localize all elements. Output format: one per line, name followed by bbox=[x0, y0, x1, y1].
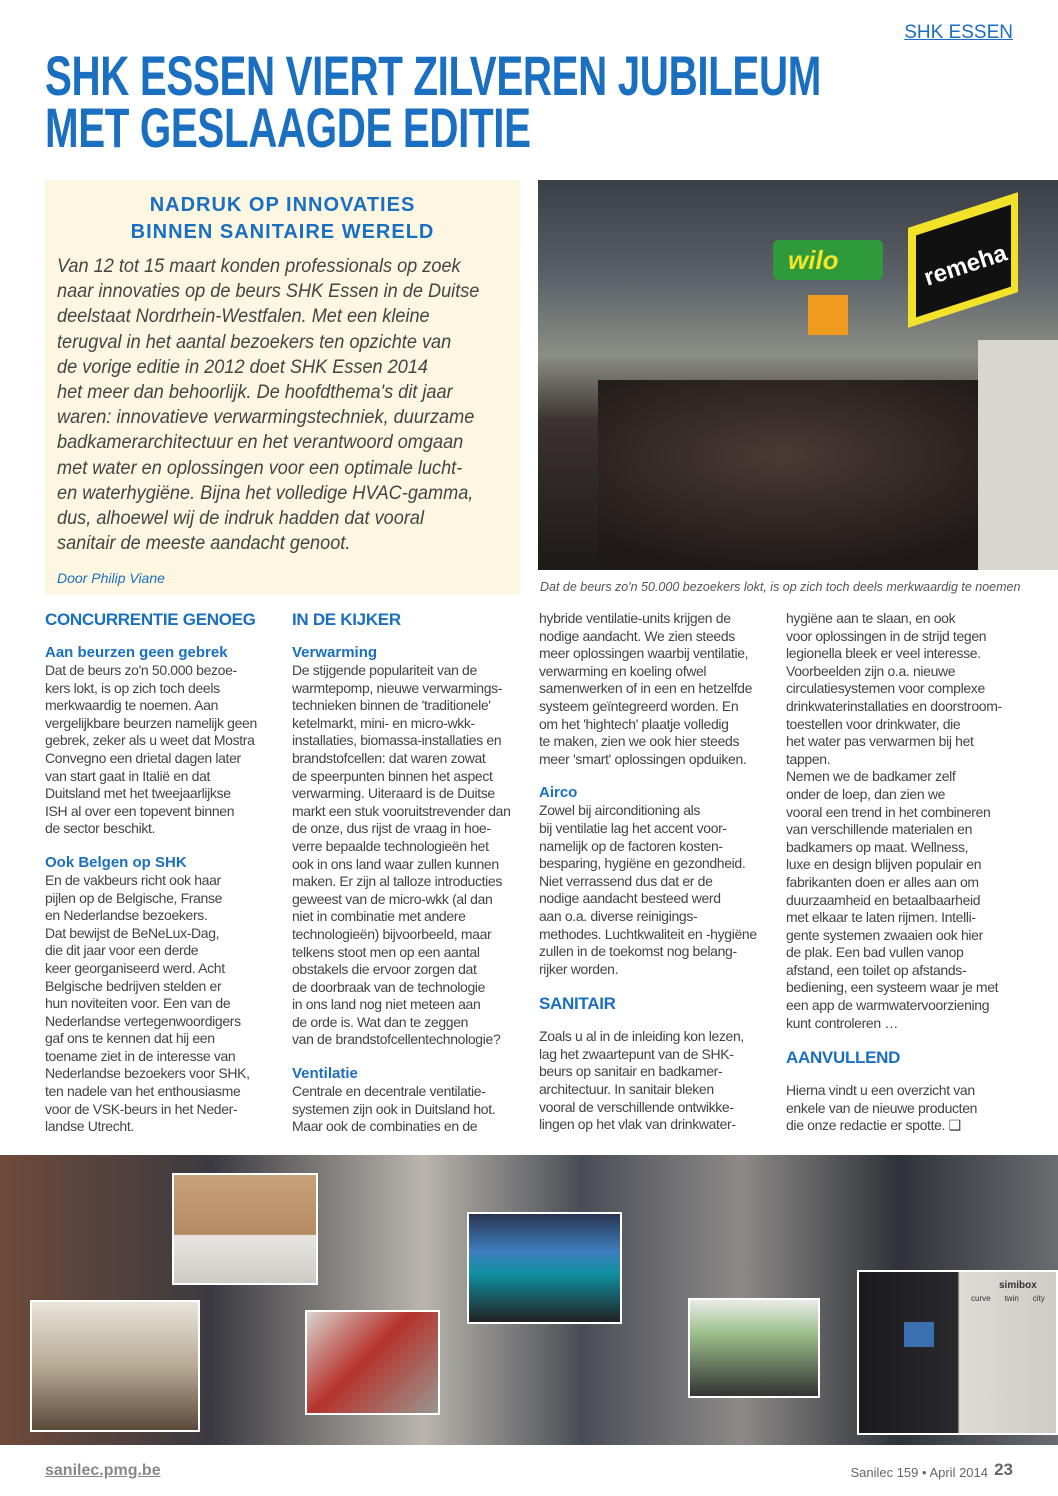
paragraph: En de vakbeurs richt ook haar pijlen op de Belgische, Franse en Nederlandse bezoekers. Dat bewijst de BeNeLux-Dag, die dit jaar voor een derde keer georganiseerd werd. Acht Belgische bedrijven stelden er hun noviteiten voor. Een van de Nederlandse vertegenwoordigers gaf ons te kennen dat hij een toename ziet in de interesse van Nederlandse bezoekers voor SHK, ten nadele van het enthousiasme voor de VSK-beurs in het Neder- landse Utrecht. bbox=[45, 871, 250, 1135]
column-1 bbox=[45, 610, 280, 1136]
wilo-sign: wilo bbox=[788, 245, 839, 275]
section-tag[interactable]: SHK ESSEN bbox=[904, 22, 1013, 43]
paragraph: hybride ventilatie-units krijgen de nodige aandacht. We zien steeds meer oplossingen waarbij ventilatie, verwarming en koeling ofwel samenwerken of in een en hetzelfde systeem geïntegreerd worden. En om het 'hightech' plaatje volledig te maken, zien we ook hier steeds meer 'smart' oplossingen opduiken. bbox=[539, 610, 753, 767]
intro-lead: Van 12 tot 15 maart konden professionals op zoek naar innovaties op de beurs SHK Essen in de Duitse deelstaat Nordrhein-Westfalen. Met een kleine terugval in het aantal bezoekers ten opzichte van de vorige editie in 2012 doet SHK Essen 2014 het meer dan behoorlijk. De hoofdthema's dit jaar waren: innovatieve verwarmingstechniek, duurzame badkamerarchitectuur en het verantwoord omgaan met water en oplossingen voor een optimale lucht- en waterhygiëne. Bijna het volledige HVAC-gamma, dus, alhoewel wij de indruk hadden dat vooral sanitair de meeste aandacht genoot. bbox=[57, 255, 480, 555]
paragraph: hygiëne aan te slaan, en ook voor oplossingen in de strijd tegen legionella bleek er veel interesse. Voorbeelden zijn o.a. nieuwe circulatiesystemen voor complexe drinkwaterinstallaties en doorstroom- toestellen voor drinkwater, die het water pas verwarmen bij het tappen. Nemen we de badkamer zelf onder de loep, dan zien we vooral een trend in het combineren van verschillende materialen en badkamers op maat. Wellness, luxe en design blijven populair en fabrikanten doen er alles aan om duurzaamheid en betaalbaarheid met elkaar te laten rijmen. Intelli- gente systemen zwaaien ook hier de plak. Een bad vullen vanop afstand, een toilet op afstands- bediening, een systeem waar je met een app de warmwatervoorziening kunt controleren … bbox=[786, 610, 1002, 1031]
paragraph: Dat de beurs zo'n 50.000 bezoe- kers lokt, is op zich toch deels merkwaardig te noemen. Aan vergelijkbare beurzen namelijk geen gebrek, zeker als u weet dat Mostra Convegno een drietal dagen later van start gaat in Italië en dat Duitsland met het tweejaarlijkse ISH al over een topevent binnen de sector beschikt. bbox=[45, 662, 257, 837]
intro-heading: NADRUK OP INNOVATIES BINNEN SANITAIRE WERELD bbox=[130, 194, 435, 243]
subheading-belgen: Ook Belgen op SHK bbox=[45, 853, 187, 871]
paragraph: Zoals u al in de inleiding kon lezen, lag het zwaartepunt van de SHK- beurs op sanitair en badkamer- architectuur. In sanitair bleken vooral de verschillende ontwikke- lingen op het vlak van drinkwater- bbox=[539, 1028, 744, 1133]
simibox-tab: twin bbox=[1004, 1294, 1019, 1303]
paragraph: Centrale en decentrale ventilatie- systemen zijn ook in Duitsland hot. Maar ook de combinaties en de bbox=[292, 1083, 496, 1135]
simibox-label: simibox bbox=[999, 1280, 1037, 1291]
remeha-sign: remeha bbox=[920, 239, 1011, 292]
column-4 bbox=[786, 610, 1021, 1135]
footer-issue: Sanilec 159 • April 2014 bbox=[850, 1465, 988, 1480]
stand-photo bbox=[688, 1298, 820, 1398]
byline: Door Philip Viane bbox=[57, 570, 165, 586]
column-3 bbox=[539, 610, 774, 1134]
paragraph: Hierna vindt u een overzicht van enkele van de nieuwe producten die onze redactie er spotte. ❑ bbox=[786, 1082, 978, 1134]
heading-concurrentie: CONCURRENTIE GENOEG bbox=[45, 610, 256, 629]
heading-aanvullend: AANVULLEND bbox=[786, 1048, 901, 1068]
page-number: 23 bbox=[994, 1460, 1013, 1479]
simibox-tab: curve bbox=[971, 1294, 991, 1303]
heading-in-de-kijker: IN DE KIJKER bbox=[292, 610, 401, 629]
bathtub-photo bbox=[172, 1173, 318, 1285]
product-photo bbox=[305, 1310, 440, 1415]
simibox-photo bbox=[857, 1270, 1058, 1435]
subheading-verwarming: Verwarming bbox=[292, 644, 378, 661]
photo-caption: Dat de beurs zo'n 50.000 bezoekers lokt, is op zich toch deels merkwaardig te noemen bbox=[540, 580, 1021, 594]
photo-collage bbox=[0, 1155, 1058, 1445]
column-2 bbox=[292, 610, 527, 1136]
heading-sanitair: SANITAIR bbox=[539, 994, 616, 1014]
page-title: SHK ESSEN VIERT ZILVEREN JUBILEUM MET GESLAAGDE EDITIE bbox=[45, 44, 821, 159]
subheading-ventilatie: Ventilatie bbox=[292, 1065, 358, 1083]
paragraph: De stijgende populariteit van de warmtepomp, nieuwe verwarmings- technieken binnen de 'traditionele' ketelmarkt, mini- en micro-wkk- installaties, biomassa-installaties en brandstofcellen: dat waren zowat de speerpunten binnen het aspect verwarming. Uiteraard is de Duitse markt een stuk vooruitstrevender dan de onze, dus rijst de vraag in hoe- verre bepaalde technologieën het ook in ons land waar zullen kunnen maken. Er zijn al talloze introducties geweest van de micro-wkk (al dan niet in combinatie met andere technologieën) bijvoorbeeld, maar telkens stoot men op een aantal obstakels die ervoor zorgen dat de doorbraak van de technologie in ons land nog niet meteen aan de orde is. Wat dan te zeggen van de brandstofcellentechnologie? bbox=[292, 662, 511, 1048]
hall-photo bbox=[467, 1212, 622, 1324]
paragraph: Zowel bij airconditioning als bij ventilatie lag het accent voor- namelijk op de factoren kosten- besparing, hygiëne en gezondheid. Niet verrassend dus dat er de nodige aandacht besteed werd aan o.a. diverse reinigings- methodes. Luchtkwaliteit en -hygiëne zullen in de toekomst nog belang- rijker worden. bbox=[539, 802, 757, 977]
subheading-beurzen: Aan beurzen geen gebrek bbox=[45, 644, 228, 661]
trade-fair-photo bbox=[538, 180, 1058, 570]
simibox-tab: city bbox=[1032, 1294, 1045, 1303]
subheading-airco: Airco bbox=[539, 784, 578, 802]
intro-box bbox=[45, 180, 520, 595]
footer-site-link[interactable]: sanilec.pmg.be bbox=[45, 1462, 161, 1479]
booth-photo bbox=[30, 1300, 200, 1432]
